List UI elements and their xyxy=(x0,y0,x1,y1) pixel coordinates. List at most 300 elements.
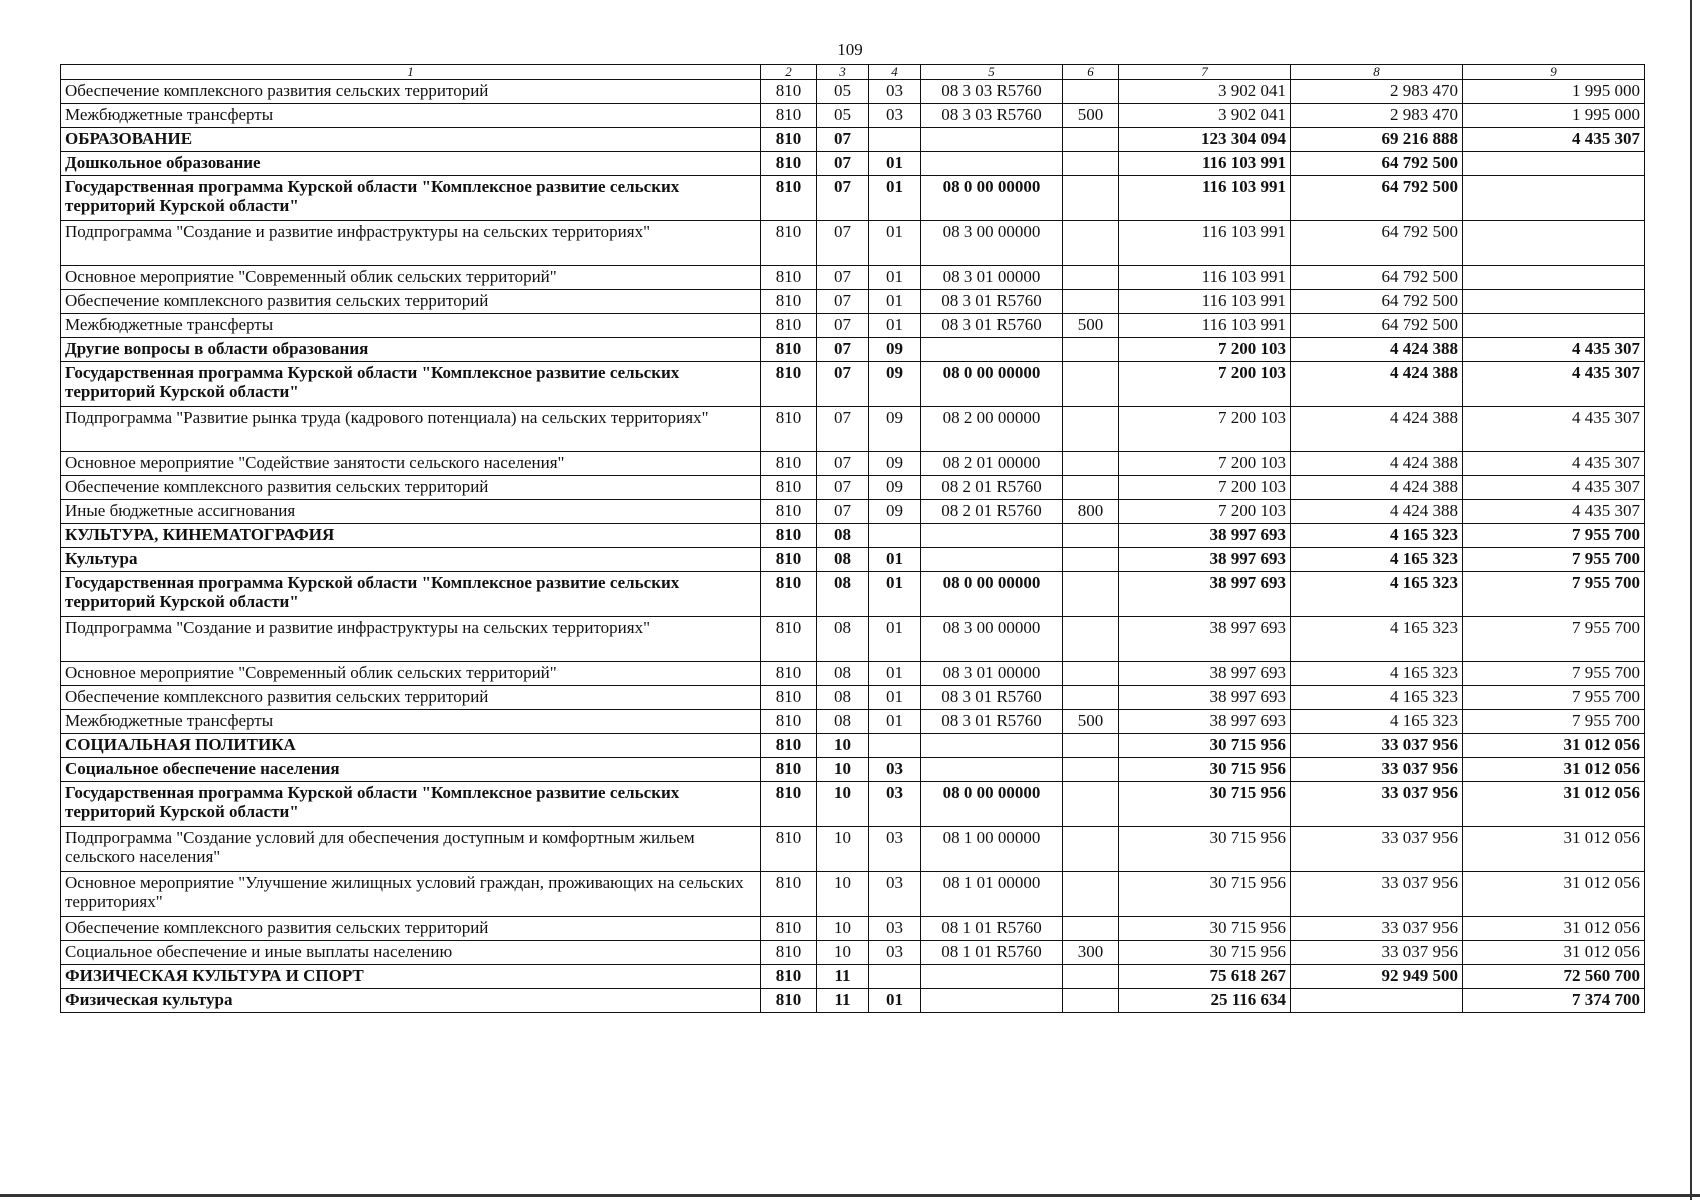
target-article-cell: 08 3 01 R5760 xyxy=(921,686,1063,710)
row-name-cell: Подпрограмма "Создание и развитие инфраструктуры на сельских территориях" xyxy=(61,221,761,266)
amount-year2-cell: 64 792 500 xyxy=(1291,290,1463,314)
amount-year1-cell: 38 997 693 xyxy=(1119,686,1291,710)
amount-year1-cell: 30 715 956 xyxy=(1119,872,1291,917)
section-code-cell: 07 xyxy=(817,221,869,266)
section-code-cell: 08 xyxy=(817,572,869,617)
grbs-code-cell: 810 xyxy=(761,176,817,221)
subsection-code-cell: 01 xyxy=(869,710,921,734)
subsection-code-cell: 03 xyxy=(869,917,921,941)
section-code-cell: 07 xyxy=(817,338,869,362)
section-code-cell: 07 xyxy=(817,290,869,314)
amount-year2-cell: 92 949 500 xyxy=(1291,965,1463,989)
subsection-code-cell xyxy=(869,524,921,548)
expense-type-cell xyxy=(1063,917,1119,941)
target-article-cell xyxy=(921,524,1063,548)
section-code-cell: 10 xyxy=(817,941,869,965)
amount-year2-cell: 4 165 323 xyxy=(1291,686,1463,710)
table-row xyxy=(61,176,1645,221)
subsection-code-cell: 03 xyxy=(869,941,921,965)
amount-year3-cell: 4 435 307 xyxy=(1463,128,1645,152)
amount-year3-cell: 7 374 700 xyxy=(1463,989,1645,1013)
amount-year2-cell: 64 792 500 xyxy=(1291,152,1463,176)
target-article-cell: 08 1 01 R5760 xyxy=(921,917,1063,941)
amount-year1-cell: 7 200 103 xyxy=(1119,362,1291,407)
grbs-code-cell: 810 xyxy=(761,128,817,152)
grbs-code-cell: 810 xyxy=(761,662,817,686)
subsection-code-cell: 01 xyxy=(869,152,921,176)
expense-type-cell xyxy=(1063,686,1119,710)
row-name-cell: Межбюджетные трансферты xyxy=(61,314,761,338)
amount-year1-cell: 7 200 103 xyxy=(1119,407,1291,452)
target-article-cell: 08 0 00 00000 xyxy=(921,782,1063,827)
table-row xyxy=(61,500,1645,524)
amount-year1-cell: 3 902 041 xyxy=(1119,104,1291,128)
section-code-cell: 08 xyxy=(817,617,869,662)
section-code-cell: 07 xyxy=(817,176,869,221)
expense-type-cell xyxy=(1063,524,1119,548)
grbs-code-cell: 810 xyxy=(761,476,817,500)
section-code-cell: 07 xyxy=(817,407,869,452)
table-row xyxy=(61,290,1645,314)
target-article-cell: 08 3 01 R5760 xyxy=(921,290,1063,314)
section-code-cell: 08 xyxy=(817,548,869,572)
table-row xyxy=(61,524,1645,548)
subsection-code-cell: 01 xyxy=(869,266,921,290)
table-row xyxy=(61,221,1645,266)
target-article-cell xyxy=(921,734,1063,758)
subsection-code-cell: 01 xyxy=(869,290,921,314)
section-code-cell: 07 xyxy=(817,362,869,407)
subsection-code-cell xyxy=(869,734,921,758)
amount-year2-cell: 4 165 323 xyxy=(1291,710,1463,734)
amount-year1-cell: 116 103 991 xyxy=(1119,290,1291,314)
subsection-code-cell: 01 xyxy=(869,572,921,617)
expense-type-cell: 300 xyxy=(1063,941,1119,965)
section-code-cell: 07 xyxy=(817,128,869,152)
row-name-cell: Государственная программа Курской области "Комплексное развитие сельских территорий Курской области" xyxy=(61,362,761,407)
column-number: 3 xyxy=(817,65,869,80)
table-row xyxy=(61,314,1645,338)
page-number: 109 xyxy=(837,40,863,59)
grbs-code-cell: 810 xyxy=(761,827,817,872)
amount-year3-cell: 7 955 700 xyxy=(1463,662,1645,686)
target-article-cell: 08 1 01 00000 xyxy=(921,872,1063,917)
subsection-code-cell xyxy=(869,965,921,989)
amount-year1-cell: 7 200 103 xyxy=(1119,500,1291,524)
row-name-cell: Обеспечение комплексного развития сельских территорий xyxy=(61,290,761,314)
target-article-cell: 08 2 01 R5760 xyxy=(921,476,1063,500)
target-article-cell xyxy=(921,989,1063,1013)
row-name-cell: Основное мероприятие "Современный облик сельских территорий" xyxy=(61,266,761,290)
target-article-cell: 08 2 00 00000 xyxy=(921,407,1063,452)
expense-type-cell xyxy=(1063,989,1119,1013)
amount-year1-cell: 7 200 103 xyxy=(1119,338,1291,362)
section-code-cell: 08 xyxy=(817,686,869,710)
subsection-code-cell: 03 xyxy=(869,758,921,782)
expense-type-cell xyxy=(1063,548,1119,572)
subsection-code-cell: 01 xyxy=(869,617,921,662)
row-name-cell: Иные бюджетные ассигнования xyxy=(61,500,761,524)
amount-year2-cell: 4 165 323 xyxy=(1291,662,1463,686)
expense-type-cell xyxy=(1063,617,1119,662)
grbs-code-cell: 810 xyxy=(761,338,817,362)
expense-type-cell: 500 xyxy=(1063,710,1119,734)
target-article-cell: 08 1 00 00000 xyxy=(921,827,1063,872)
amount-year2-cell: 64 792 500 xyxy=(1291,221,1463,266)
target-article-cell: 08 2 01 R5760 xyxy=(921,500,1063,524)
section-code-cell: 07 xyxy=(817,152,869,176)
amount-year1-cell: 30 715 956 xyxy=(1119,917,1291,941)
grbs-code-cell: 810 xyxy=(761,104,817,128)
amount-year3-cell xyxy=(1463,152,1645,176)
amount-year1-cell: 38 997 693 xyxy=(1119,617,1291,662)
grbs-code-cell: 810 xyxy=(761,617,817,662)
subsection-code-cell: 01 xyxy=(869,314,921,338)
target-article-cell: 08 0 00 00000 xyxy=(921,572,1063,617)
section-code-cell: 10 xyxy=(817,917,869,941)
subsection-code-cell: 01 xyxy=(869,176,921,221)
amount-year2-cell: 33 037 956 xyxy=(1291,827,1463,872)
amount-year2-cell: 2 983 470 xyxy=(1291,80,1463,104)
subsection-code-cell: 09 xyxy=(869,338,921,362)
amount-year2-cell: 4 424 388 xyxy=(1291,407,1463,452)
grbs-code-cell: 810 xyxy=(761,758,817,782)
target-article-cell: 08 3 03 R5760 xyxy=(921,104,1063,128)
amount-year1-cell: 7 200 103 xyxy=(1119,452,1291,476)
section-code-cell: 05 xyxy=(817,80,869,104)
subsection-code-cell: 09 xyxy=(869,500,921,524)
amount-year1-cell: 30 715 956 xyxy=(1119,734,1291,758)
target-article-cell xyxy=(921,758,1063,782)
column-number: 2 xyxy=(761,65,817,80)
subsection-code-cell: 01 xyxy=(869,662,921,686)
amount-year3-cell xyxy=(1463,314,1645,338)
amount-year3-cell xyxy=(1463,176,1645,221)
table-row xyxy=(61,827,1645,872)
amount-year1-cell: 75 618 267 xyxy=(1119,965,1291,989)
row-name-cell: Обеспечение комплексного развития сельских территорий xyxy=(61,686,761,710)
amount-year1-cell: 38 997 693 xyxy=(1119,524,1291,548)
row-name-cell: ФИЗИЧЕСКАЯ КУЛЬТУРА И СПОРТ xyxy=(61,965,761,989)
amount-year3-cell: 7 955 700 xyxy=(1463,572,1645,617)
grbs-code-cell: 810 xyxy=(761,710,817,734)
amount-year3-cell xyxy=(1463,266,1645,290)
amount-year2-cell: 64 792 500 xyxy=(1291,176,1463,221)
table-row xyxy=(61,362,1645,407)
target-article-cell: 08 3 01 R5760 xyxy=(921,314,1063,338)
expense-type-cell xyxy=(1063,782,1119,827)
amount-year2-cell: 4 424 388 xyxy=(1291,452,1463,476)
table-row xyxy=(61,338,1645,362)
row-name-cell: Обеспечение комплексного развития сельских территорий xyxy=(61,80,761,104)
table-row xyxy=(61,758,1645,782)
target-article-cell: 08 2 01 00000 xyxy=(921,452,1063,476)
table-row xyxy=(61,476,1645,500)
expense-type-cell xyxy=(1063,80,1119,104)
amount-year2-cell: 4 165 323 xyxy=(1291,524,1463,548)
subsection-code-cell: 03 xyxy=(869,827,921,872)
amount-year3-cell: 4 435 307 xyxy=(1463,452,1645,476)
section-code-cell: 10 xyxy=(817,782,869,827)
table-row xyxy=(61,266,1645,290)
expense-type-cell xyxy=(1063,758,1119,782)
amount-year1-cell: 116 103 991 xyxy=(1119,176,1291,221)
amount-year3-cell: 4 435 307 xyxy=(1463,338,1645,362)
expense-type-cell: 800 xyxy=(1063,500,1119,524)
amount-year3-cell: 31 012 056 xyxy=(1463,827,1645,872)
target-article-cell xyxy=(921,548,1063,572)
grbs-code-cell: 810 xyxy=(761,266,817,290)
row-name-cell: Основное мероприятие "Содействие занятости сельского населения" xyxy=(61,452,761,476)
amount-year1-cell: 116 103 991 xyxy=(1119,314,1291,338)
amount-year3-cell: 1 995 000 xyxy=(1463,104,1645,128)
table-row xyxy=(61,917,1645,941)
column-number: 6 xyxy=(1063,65,1119,80)
table-row xyxy=(61,617,1645,662)
amount-year3-cell: 31 012 056 xyxy=(1463,917,1645,941)
expense-type-cell xyxy=(1063,827,1119,872)
amount-year2-cell: 64 792 500 xyxy=(1291,266,1463,290)
subsection-code-cell: 09 xyxy=(869,362,921,407)
section-code-cell: 07 xyxy=(817,452,869,476)
amount-year2-cell: 4 165 323 xyxy=(1291,617,1463,662)
amount-year3-cell: 1 995 000 xyxy=(1463,80,1645,104)
table-row xyxy=(61,686,1645,710)
column-number: 9 xyxy=(1463,65,1645,80)
amount-year3-cell xyxy=(1463,290,1645,314)
subsection-code-cell: 03 xyxy=(869,782,921,827)
amount-year3-cell: 31 012 056 xyxy=(1463,758,1645,782)
amount-year3-cell: 7 955 700 xyxy=(1463,617,1645,662)
table-row xyxy=(61,152,1645,176)
grbs-code-cell: 810 xyxy=(761,80,817,104)
column-number-row xyxy=(61,65,1645,80)
grbs-code-cell: 810 xyxy=(761,941,817,965)
grbs-code-cell: 810 xyxy=(761,221,817,266)
target-article-cell: 08 1 01 R5760 xyxy=(921,941,1063,965)
column-number: 7 xyxy=(1119,65,1291,80)
section-code-cell: 07 xyxy=(817,266,869,290)
subsection-code-cell: 01 xyxy=(869,221,921,266)
subsection-code-cell: 03 xyxy=(869,80,921,104)
target-article-cell xyxy=(921,152,1063,176)
grbs-code-cell: 810 xyxy=(761,872,817,917)
row-name-cell: КУЛЬТУРА, КИНЕМАТОГРАФИЯ xyxy=(61,524,761,548)
row-name-cell: Обеспечение комплексного развития сельских территорий xyxy=(61,917,761,941)
section-code-cell: 07 xyxy=(817,314,869,338)
amount-year1-cell: 30 715 956 xyxy=(1119,782,1291,827)
target-article-cell: 08 3 00 00000 xyxy=(921,221,1063,266)
amount-year3-cell: 31 012 056 xyxy=(1463,782,1645,827)
amount-year2-cell: 2 983 470 xyxy=(1291,104,1463,128)
amount-year1-cell: 38 997 693 xyxy=(1119,548,1291,572)
section-code-cell: 10 xyxy=(817,827,869,872)
row-name-cell: Основное мероприятие "Современный облик сельских территорий" xyxy=(61,662,761,686)
expense-type-cell xyxy=(1063,476,1119,500)
amount-year1-cell: 116 103 991 xyxy=(1119,221,1291,266)
amount-year3-cell: 4 435 307 xyxy=(1463,362,1645,407)
row-name-cell: Межбюджетные трансферты xyxy=(61,710,761,734)
subsection-code-cell: 03 xyxy=(869,872,921,917)
amount-year3-cell: 31 012 056 xyxy=(1463,941,1645,965)
page-frame-bottom xyxy=(0,1194,1700,1197)
table-row xyxy=(61,662,1645,686)
target-article-cell xyxy=(921,965,1063,989)
grbs-code-cell: 810 xyxy=(761,686,817,710)
row-name-cell: Другие вопросы в области образования xyxy=(61,338,761,362)
target-article-cell xyxy=(921,338,1063,362)
table-row xyxy=(61,872,1645,917)
section-code-cell: 07 xyxy=(817,500,869,524)
amount-year1-cell: 7 200 103 xyxy=(1119,476,1291,500)
amount-year1-cell: 30 715 956 xyxy=(1119,758,1291,782)
row-name-cell: ОБРАЗОВАНИЕ xyxy=(61,128,761,152)
target-article-cell: 08 3 01 00000 xyxy=(921,662,1063,686)
table-row xyxy=(61,80,1645,104)
page-frame-right xyxy=(1690,0,1692,1200)
budget-table-body xyxy=(61,65,1645,1013)
row-name-cell: Дошкольное образование xyxy=(61,152,761,176)
amount-year1-cell: 123 304 094 xyxy=(1119,128,1291,152)
amount-year2-cell: 33 037 956 xyxy=(1291,941,1463,965)
amount-year2-cell: 69 216 888 xyxy=(1291,128,1463,152)
subsection-code-cell: 09 xyxy=(869,407,921,452)
table-row xyxy=(61,104,1645,128)
amount-year3-cell: 72 560 700 xyxy=(1463,965,1645,989)
section-code-cell: 10 xyxy=(817,758,869,782)
amount-year1-cell: 38 997 693 xyxy=(1119,572,1291,617)
amount-year2-cell: 33 037 956 xyxy=(1291,734,1463,758)
section-code-cell: 10 xyxy=(817,734,869,758)
expense-type-cell xyxy=(1063,407,1119,452)
budget-table xyxy=(60,64,1645,1013)
column-number: 1 xyxy=(61,65,761,80)
subsection-code-cell: 01 xyxy=(869,989,921,1013)
grbs-code-cell: 810 xyxy=(761,314,817,338)
expense-type-cell xyxy=(1063,290,1119,314)
amount-year2-cell: 33 037 956 xyxy=(1291,782,1463,827)
table-row xyxy=(61,128,1645,152)
grbs-code-cell: 810 xyxy=(761,782,817,827)
column-number: 8 xyxy=(1291,65,1463,80)
amount-year3-cell: 4 435 307 xyxy=(1463,500,1645,524)
expense-type-cell xyxy=(1063,362,1119,407)
grbs-code-cell: 810 xyxy=(761,290,817,314)
amount-year3-cell: 7 955 700 xyxy=(1463,686,1645,710)
row-name-cell: Межбюджетные трансферты xyxy=(61,104,761,128)
table-row xyxy=(61,941,1645,965)
expense-type-cell xyxy=(1063,734,1119,758)
row-name-cell: Обеспечение комплексного развития сельских территорий xyxy=(61,476,761,500)
amount-year2-cell: 33 037 956 xyxy=(1291,758,1463,782)
grbs-code-cell: 810 xyxy=(761,500,817,524)
amount-year1-cell: 38 997 693 xyxy=(1119,710,1291,734)
grbs-code-cell: 810 xyxy=(761,989,817,1013)
section-code-cell: 08 xyxy=(817,524,869,548)
section-code-cell: 08 xyxy=(817,662,869,686)
row-name-cell: Государственная программа Курской области "Комплексное развитие сельских территорий Курской области" xyxy=(61,782,761,827)
subsection-code-cell: 03 xyxy=(869,104,921,128)
table-row xyxy=(61,989,1645,1013)
grbs-code-cell: 810 xyxy=(761,452,817,476)
table-row xyxy=(61,965,1645,989)
grbs-code-cell: 810 xyxy=(761,572,817,617)
target-article-cell: 08 3 00 00000 xyxy=(921,617,1063,662)
grbs-code-cell: 810 xyxy=(761,548,817,572)
section-code-cell: 08 xyxy=(817,710,869,734)
row-name-cell: Подпрограмма "Создание и развитие инфраструктуры на сельских территориях" xyxy=(61,617,761,662)
row-name-cell: СОЦИАЛЬНАЯ ПОЛИТИКА xyxy=(61,734,761,758)
subsection-code-cell: 09 xyxy=(869,452,921,476)
column-number: 4 xyxy=(869,65,921,80)
amount-year1-cell: 30 715 956 xyxy=(1119,827,1291,872)
amount-year3-cell xyxy=(1463,221,1645,266)
amount-year3-cell: 7 955 700 xyxy=(1463,524,1645,548)
expense-type-cell xyxy=(1063,266,1119,290)
grbs-code-cell: 810 xyxy=(761,965,817,989)
target-article-cell: 08 3 01 R5760 xyxy=(921,710,1063,734)
expense-type-cell xyxy=(1063,221,1119,266)
table-row xyxy=(61,782,1645,827)
amount-year1-cell: 116 103 991 xyxy=(1119,266,1291,290)
table-row xyxy=(61,548,1645,572)
target-article-cell: 08 0 00 00000 xyxy=(921,176,1063,221)
row-name-cell: Подпрограмма "Развитие рынка труда (кадрового потенциала) на сельских территориях" xyxy=(61,407,761,452)
table-row xyxy=(61,710,1645,734)
amount-year3-cell: 31 012 056 xyxy=(1463,872,1645,917)
amount-year1-cell: 25 116 634 xyxy=(1119,989,1291,1013)
target-article-cell: 08 3 03 R5760 xyxy=(921,80,1063,104)
subsection-code-cell xyxy=(869,128,921,152)
section-code-cell: 11 xyxy=(817,989,869,1013)
table-row xyxy=(61,452,1645,476)
expense-type-cell: 500 xyxy=(1063,104,1119,128)
subsection-code-cell: 01 xyxy=(869,548,921,572)
amount-year2-cell: 33 037 956 xyxy=(1291,917,1463,941)
section-code-cell: 11 xyxy=(817,965,869,989)
subsection-code-cell: 09 xyxy=(869,476,921,500)
expense-type-cell xyxy=(1063,128,1119,152)
expense-type-cell xyxy=(1063,662,1119,686)
amount-year1-cell: 116 103 991 xyxy=(1119,152,1291,176)
amount-year3-cell: 31 012 056 xyxy=(1463,734,1645,758)
amount-year2-cell: 4 165 323 xyxy=(1291,572,1463,617)
target-article-cell: 08 0 00 00000 xyxy=(921,362,1063,407)
amount-year2-cell: 4 424 388 xyxy=(1291,362,1463,407)
expense-type-cell xyxy=(1063,176,1119,221)
row-name-cell: Физическая культура xyxy=(61,989,761,1013)
expense-type-cell xyxy=(1063,572,1119,617)
section-code-cell: 10 xyxy=(817,872,869,917)
grbs-code-cell: 810 xyxy=(761,407,817,452)
row-name-cell: Социальное обеспечение и иные выплаты населению xyxy=(61,941,761,965)
column-number: 5 xyxy=(921,65,1063,80)
grbs-code-cell: 810 xyxy=(761,152,817,176)
expense-type-cell xyxy=(1063,965,1119,989)
target-article-cell xyxy=(921,128,1063,152)
expense-type-cell xyxy=(1063,152,1119,176)
row-name-cell: Культура xyxy=(61,548,761,572)
grbs-code-cell: 810 xyxy=(761,734,817,758)
amount-year3-cell: 7 955 700 xyxy=(1463,548,1645,572)
expense-type-cell: 500 xyxy=(1063,314,1119,338)
grbs-code-cell: 810 xyxy=(761,524,817,548)
amount-year2-cell xyxy=(1291,989,1463,1013)
target-article-cell: 08 3 01 00000 xyxy=(921,266,1063,290)
amount-year2-cell: 4 424 388 xyxy=(1291,338,1463,362)
grbs-code-cell: 810 xyxy=(761,362,817,407)
subsection-code-cell: 01 xyxy=(869,686,921,710)
